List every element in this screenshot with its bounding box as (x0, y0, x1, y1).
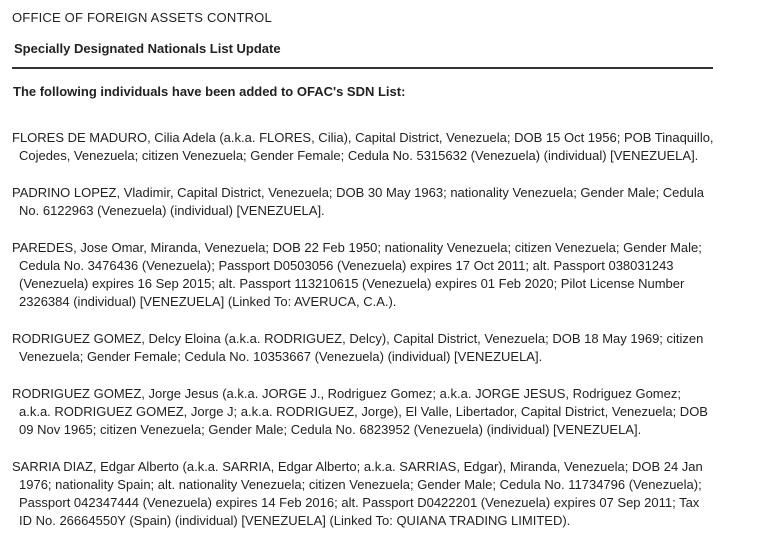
sdn-entry-rodriguez-gomez-jorge: RODRIGUEZ GOMEZ, Jorge Jesus (a.k.a. JORGE J., Rodriguez Gomez; a.k.a. JORGE JESUS, Rodriguez Gomez; a.k.a. RODRIGUEZ GOMEZ, Jorge J; a.k.a. RODRIGUEZ, Jorge), El Valle, Libertador, Capital District, Venezuela; DOB 09 Nov 1965; citizen Venezuela; Gender Male; Cedula No. 6823952 (Venezuela) (individual) [VENEZUELA]. (12, 386, 708, 437)
sdn-entry-sarria-diaz: SARRIA DIAZ, Edgar Alberto (a.k.a. SARRIA, Edgar Alberto; a.k.a. SARRIAS, Edgar), Miranda, Venezuela; DOB 24 Jan 1976; nationality Spain; alt. nationality Venezuela; citizen Venezuela; Gender Male; Cedula No. 11734796 (Venezuela); Passport 042347444 (Venezuela) expires 14 Feb 2016; alt. Passport D0422201 (Venezuela) expires 07 Sep 2011; Tax ID No. 26664550Y (Spain) (individual) [VENEZUELA] (Linked To: QUIANA TRADING LIMITED). (12, 459, 703, 528)
sdn-entry-padrino-lopez: PADRINO LOPEZ, Vladimir, Capital District, Venezuela; DOB 30 May 1963; nationality Venezuela; Gender Male; Cedula No. 6122963 (Venezuela) (individual) [VENEZUELA]. (12, 185, 704, 218)
agency-heading: OFFICE OF FOREIGN ASSETS CONTROL (12, 10, 272, 25)
horizontal-divider (12, 67, 713, 69)
sdn-entry-paredes: PAREDES, Jose Omar, Miranda, Venezuela; DOB 22 Feb 1950; nationality Venezuela; citizen Venezuela; Gender Male; Cedula No. 3476436 (Venezuela); Passport D0503056 (Venezuela) expires 17 Oct 2011; alt. Passport 038031243 (Venezuela) expires 16 Sep 2015; alt. Passport 113210615 (Venezuela) expires 01 Feb 2020; Pilot License Number 2326384 (individual) [VENEZUELA] (Linked To: AVERUCA, C.A.). (12, 240, 702, 309)
intro-statement: The following individuals have been added to OFAC's SDN List: (13, 84, 406, 99)
sdn-entry-flores-de-maduro: FLORES DE MADURO, Cilia Adela (a.k.a. FLORES, Cilia), Capital District, Venezuela; DOB 15 Oct 1956; POB Tinaquillo, Cojedes, Venezuela; citizen Venezuela; Gender Female; Cedula No. 5315632 (Venezuela) (individual) [VENEZUELA]. (12, 130, 714, 163)
sdn-entries-list (12, 129, 714, 549)
document-subtitle: Specially Designated Nationals List Update (14, 41, 281, 56)
sdn-entry-rodriguez-gomez-delcy: RODRIGUEZ GOMEZ, Delcy Eloina (a.k.a. RODRIGUEZ, Delcy), Capital District, Venezuela; DOB 18 May 1969; citizen Venezuela; Gender Female; Cedula No. 10353667 (Venezuela) (individual) [VENEZUELA]. (12, 331, 704, 364)
